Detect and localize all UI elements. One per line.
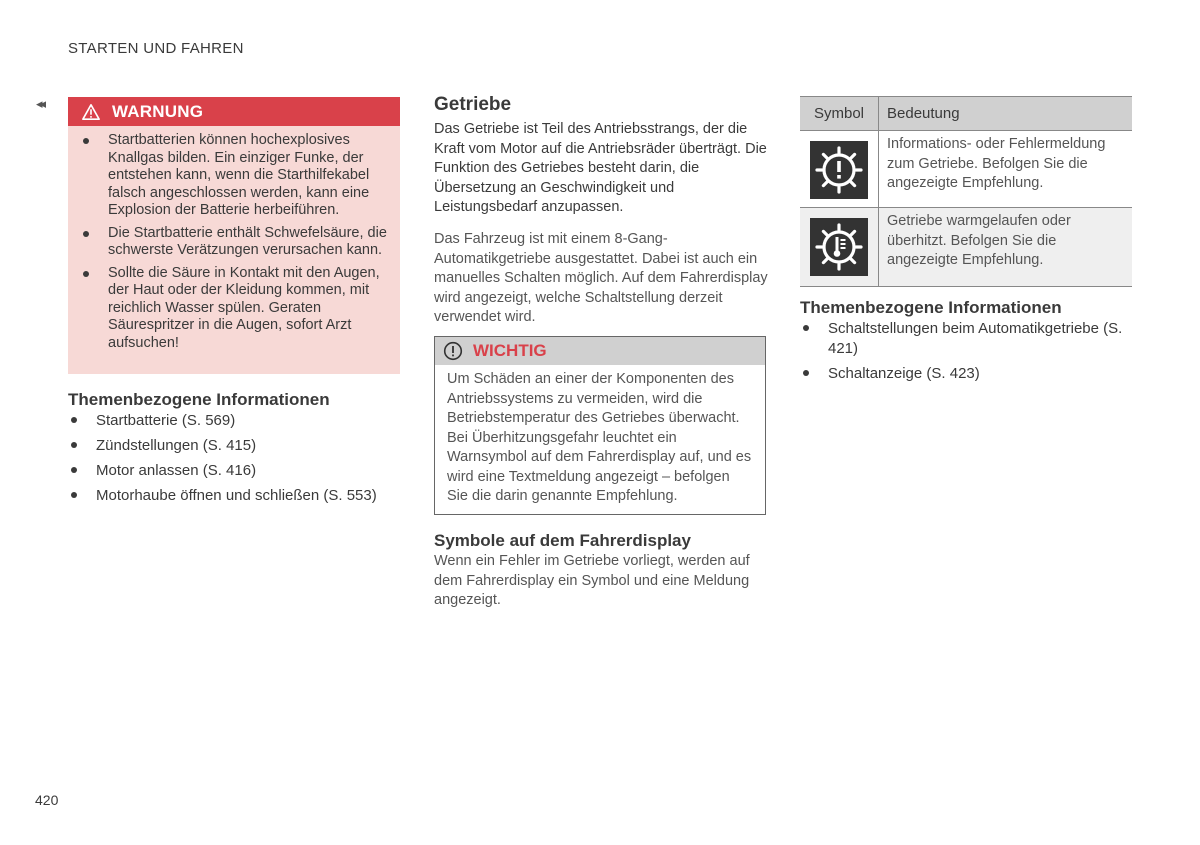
related-link[interactable]: Zündstellungen (S. 415) — [68, 436, 408, 461]
exclamation-circle-icon — [443, 341, 463, 361]
list-item: Startbatterien können hochexplosives Knallgas bilden. Ein einziger Funke, der entstehen kann, wenn die Starthilfekabel falsch angeschlossen werden, kann eine Explosion der Batterie herbeiführen. — [80, 132, 388, 220]
warning-triangle-icon — [82, 103, 100, 121]
related-info-list — [800, 319, 1130, 390]
meaning-cell: Informations- oder Fehlermeldung zum Getriebe. Befolgen Sie die angezeigte Empfehlung. — [879, 131, 1133, 208]
related-info-title: Themenbezogene Informationen — [68, 390, 330, 409]
related-info-list — [68, 411, 408, 511]
warning-header — [68, 97, 400, 126]
related-link[interactable]: Schaltanzeige (S. 423) — [800, 364, 1130, 384]
gear-thermometer-icon — [810, 218, 868, 276]
table-row — [800, 208, 1132, 287]
related-link[interactable]: Schaltstellungen beim Automatikgetriebe (S. 421) — [800, 319, 1130, 358]
symbol-table — [800, 96, 1132, 287]
important-box — [434, 336, 766, 515]
important-header — [435, 337, 765, 365]
warning-label: WARNUNG — [112, 101, 204, 121]
table-header-meaning: Bedeutung — [879, 97, 1133, 131]
page-number: 420 — [35, 792, 59, 808]
related-info-title: Themenbezogene Informationen — [800, 298, 1062, 317]
symbols-text: Wenn ein Fehler im Getriebe vorliegt, werden auf dem Fahrerdisplay ein Symbol und eine Meldung angezeigt. — [434, 553, 750, 608]
warning-list — [68, 126, 400, 352]
related-link[interactable]: Startbatterie (S. 569) — [68, 411, 408, 436]
table-header-symbol: Symbol — [800, 97, 879, 131]
intro-paragraph: Das Getriebe ist Teil des Antriebsstrangs, der die Kraft vom Motor auf die Antriebsräder überträgt. Die Funktion des Getriebes besteht darin, die Übersetzung an Geschwindigkeit und Leistungsbedarf anzupassen. — [434, 121, 767, 215]
section-header: STARTEN UND FAHREN — [68, 40, 244, 57]
continued-icon: ◂◂ — [36, 96, 44, 111]
meaning-cell: Getriebe warmgelaufen oder überhitzt. Befolgen Sie die angezeigte Empfehlung. — [879, 208, 1133, 287]
section-title: Getriebe — [434, 94, 512, 115]
list-item: Sollte die Säure in Kontakt mit den Augen, der Haut oder der Kleidung kommen, mit reichlich Wasser spülen. Geraten Säurespritzer in die Augen, sofort Arzt aufsuchen! — [80, 265, 388, 353]
body-paragraph: Das Fahrzeug ist mit einem 8-Gang-Automatikgetriebe ausgestattet. Dabei ist auch ein manuelles Schalten möglich. Auf dem Fahrerdisplay wird angezeigt, welche Schaltstellung derzeit verwendet wird. — [434, 231, 768, 325]
important-text: Um Schäden an einer der Komponenten des Antriebssystems zu vermeiden, wird die Betriebstemperatur des Getriebes überwacht. Bei Überhitzungsgefahr leuchtet ein Warnsymbol auf dem Fahrerdisplay auf, und es wird eine Textmeldung angezeigt – befolgen Sie die darin genannte Empfehlung. — [447, 371, 752, 504]
table-row — [800, 131, 1132, 208]
related-link[interactable]: Motorhaube öffnen und schließen (S. 553) — [68, 486, 408, 511]
important-label: WICHTIG — [473, 341, 547, 360]
gear-exclamation-icon — [810, 141, 868, 199]
symbols-title: Symbole auf dem Fahrerdisplay — [434, 531, 691, 550]
list-item: Die Startbatterie enthält Schwefelsäure, die schwerste Verätzungen verursachen kann. — [80, 225, 388, 260]
related-link[interactable]: Motor anlassen (S. 416) — [68, 461, 408, 486]
warning-box — [68, 97, 400, 374]
